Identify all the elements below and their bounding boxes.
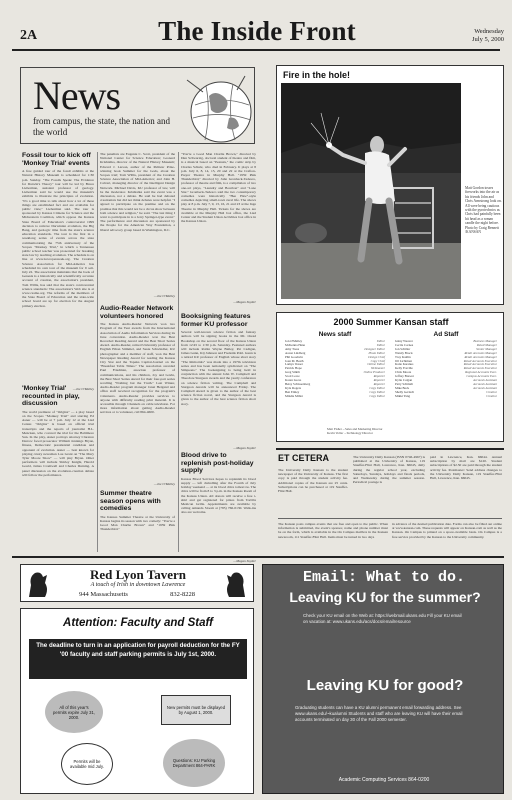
staff-role: Campus Accounts Exec. [466, 374, 497, 379]
staff-role: Accounts Assistant [473, 385, 497, 390]
parking-circle-text: Questions: KU Parking Department 864-PARK [172, 758, 216, 768]
staff-role: Retail Accounts Manager [464, 354, 497, 359]
article-blood [181, 452, 256, 563]
parking-circle [163, 739, 225, 787]
staff-name: Mikki Yang [395, 393, 411, 398]
staff-name: Jill Lichtmen [395, 358, 412, 363]
parking-rect [161, 695, 231, 725]
attention-ad [20, 608, 254, 794]
red-lyon-address: 944 Massachusetts [79, 591, 128, 598]
page-number: 2A [20, 28, 38, 43]
byline-fossil: —Joe O'Malley [72, 387, 94, 392]
etcetera-box [276, 448, 504, 552]
news-staff-list [285, 340, 385, 399]
body-blood: Kansas Blood Services hopes to replenish its blood supply — left dwindling after the Fourth of July holiday weekend — at its blood drive tomorrow. The drive will be from 8 to 3 p.m. in the Kansas Room of the Kansas Union. All donors will receive a free t-shirt and get registered for prizes from Tortilla Mexican Grille. Appointments are available by calling Amanda Sloom at (785) 766-0130. Walk-ins also are welcome. [181, 476, 256, 515]
parking-circle [61, 743, 113, 785]
staff-name: Aaron Lindberg [285, 350, 306, 355]
parking-circle-text: Permits will be available mid July. [70, 759, 104, 769]
headline-audio: Audio-Reader Network volunteers honored [100, 305, 174, 320]
staff-name: Jenny Weaver [395, 339, 413, 343]
staff-name: Betsy Schlosenberg [285, 381, 311, 386]
etcetera-rule [278, 518, 502, 519]
etcetera-col1: The University Daily Kansan is the student newspaper of the University of Kansas. The first copy is paid through the student activity fee. Additional copies of the Kansan are 25 cents. Subscriptions can be purchased at 119 Stauffer-Flint Hall. [278, 468, 348, 494]
news-subtitle: from campus, the state, the nation and the world [33, 116, 170, 137]
page-title: The Inside Front [158, 16, 356, 46]
article-summer [100, 490, 175, 571]
leaving-good-heading: Leaving KU for good? [306, 677, 464, 694]
adviser-line: Matt Fisher ...Sales and Marketing Director [327, 427, 383, 431]
email-ad-footer: Academic Computing Services 864-0200 [338, 777, 430, 783]
staff-role: Retail Accounts Executive [463, 358, 497, 363]
staff-role: Retail Accounts Manager [464, 350, 497, 355]
byline-blood: —Megan Snyder [233, 558, 256, 563]
staff-name: Katie Karanus [395, 362, 414, 367]
body-booksigning: Several well-known science fiction and fantasy authors will be signing books in the Mt. Oread Bookshop on the second floor of the Kansas Union from 12:45 to 1:30 p.m. Saturday. Featured authors will include Robin Wayne Bailey, Pat Cadigan, James Gunn, Kij Johnson and Frederik Pohl. Gunn is a retired KU professor of English whose short story "The Immortals" was made into a 1970s television series and has been nationally syndicated on "The Simpsons." The booksigning is being held in conjunction with the annual John W. Campbell and Theodore Sturgeon awards and the yearly conference on science fiction writing. The Campbell and Sturgeon Awards will be announced Friday. The Campbell Award is given to the author of the best science fiction novel, and the Sturgeon Award is given to the author of the best science fiction short story. [181, 330, 256, 406]
etcetera-lower1: The Kansan posts campus events that are free and open to the public. When information is submitted, the event's sponsor, name and phone number must be on the form, which is available in the On Campus mailbox in the Kansan newsroom, 111 Stauffer-Flint Hall. Items must be turned in two days [278, 522, 388, 539]
article-monkey [22, 385, 94, 574]
staff-role: Designer Editor [364, 346, 385, 351]
staff-name: Kelly Freville [395, 366, 413, 371]
staff-title: 2000 Summer Kansan staff [333, 317, 449, 327]
world-globe-illustration [181, 70, 255, 144]
staff-name: McKenna Hane [285, 342, 306, 347]
staff-name: Scott Lowe [285, 374, 300, 379]
staff-name: Joan M. Beath [285, 358, 304, 363]
red-lyon-ad [20, 564, 254, 602]
headline-monkey: 'Monkey Trial' recounted in play, discussion [22, 385, 80, 408]
staff-name: Chris Moore [395, 370, 412, 375]
staff-name: Greg Smith [285, 370, 300, 375]
body-summer: The Kansas Summer Theatre at the University of Kansas begins its season with two comedy: "You're a Good Man Charlie Brown" and "1959 Pink Thunderbird." [100, 514, 175, 532]
attention-title: Attention: Faculty and Staff [63, 617, 213, 629]
parking-circle [45, 691, 103, 733]
staff-name: Ben Emley [285, 389, 300, 394]
staff-role: Reporter [373, 381, 385, 386]
staff-name: Mindie Miller [285, 393, 303, 398]
staff-role: Reporter [373, 378, 385, 383]
etcetera-lower2: in advance of the desired publication date. Forms can also be filled out online at www.kansan.com. These requests will appear on Kansan.com as well as the Kansan. On Campus is printed on a space-available basis. On Campus is a free service provided by the Kansan to the University community. [392, 522, 502, 539]
staff-name: Amy Treas [285, 346, 300, 351]
ad-staff-heading: Ad Staff [433, 331, 459, 338]
staff-name: Jon Schiller [395, 346, 411, 351]
body-monkey: The world premiere of "Origins" — a play based on the Scopes "Monkey Trial" and starring Ed Asner — will be at 7 p.m. July 12 at the Lied Center. "Origins" is based on official trial transcripts and the reports of journalist H.L. Mencken, who covered the trial for the Baltimore Sun. In the play, Asner portrays attorney Clarence Darrow faced prosecutor William Jennings Bryan, fitness, Democratic presidential candidate and opponent of evolution. Asner — best known for playing crusty newsman Lou Grant on "The Mary Tyler Moore Show" — will play Bryan. Other performers will include Shirley Knight, Harold Gould, James Cromwell and Charles Durning. A panel discussion on the evolution-creation debate will follow the performance. [22, 409, 94, 477]
staff-role: Copy Editor [369, 393, 385, 398]
staff-name: Karen Lucas [285, 378, 302, 383]
attention-banner [29, 639, 247, 679]
news-title: News [33, 73, 121, 118]
staff-role: Webmaster [370, 366, 385, 371]
leaving-summer-heading: Leaving KU for the summer? [289, 589, 481, 605]
etcetera-title: ET CETERA [278, 453, 330, 463]
ad-staff-list [395, 340, 497, 399]
masthead-rule [12, 49, 500, 51]
article-summer-continued [181, 152, 256, 304]
red-lyon-name: Red Lyon Tavern [89, 567, 187, 582]
staff-name: Troy Kaitlin [395, 354, 411, 359]
body-fossil: A free guided tour of the fossil exhibits at the Natural History Museum is scheduled for 1:30 p.m. Sunday. "The Fossils Speak: The Evidence for Darwin's Theory" tour will be led by Bruce Lieberman, assistant professor of geology. Lieberman said he would use the museum's exhibits to illustrate the principles of evolution. "It's a good time to talk about how a lot of these things are established fact and are available for public view," Lieberman said. The tour is sponsored by Kansas Citizens for Science and the Midwestern Coalition, which oppose the Kansas State Board of Education's controversial 1999 decision to remove Darwinian evolution, the Big Bang, and geologic time from the state's science education standards. The tour is the first in a weeklong series of events across the state commemorating the 75th anniversary of the Scopes "Monkey Trial," in which a Tennessee public school teacher was prosecuted for breaking state law by teaching evolution. The schedule is on line at www.kcscopesweek.org. The Creation Science Association for Mid-America has scheduled its own tour of the museum for 9 a.m. July 22. The association maintains that the book of Genesis is a historically and scientifically accurate account of creation, the association's president, Tom Willis, has said that the state's controversial science standards: The association's Web site is at www.csama.org. The reforms of the members of the State Board of Education and the state-wide school board are up for election for the August primary election. [22, 169, 94, 308]
staff-role: Accounts Assistant [473, 381, 497, 386]
staff-role: Photo Editor [368, 350, 385, 355]
staff-role: Online Editor [367, 362, 385, 367]
byline-summer: —Megan Snyder [233, 300, 256, 304]
staff-box [276, 312, 504, 442]
staff-name: Jon O'Malley [285, 339, 303, 343]
staff-role: Online Producer [363, 370, 385, 375]
parking-rect-text: New permits must be displayed by August 1, 2000. [166, 705, 226, 715]
email-ad-text1: Check your KU email on the Web at: https://webmail.ukans.edu Fill your KU email on vacation at: www.ukans.edu/acs/docs/emailresource [303, 613, 462, 624]
staff-name: Mike Beck [395, 385, 410, 390]
article-booksigning [181, 313, 256, 450]
news-staff-heading: News staff [318, 331, 352, 338]
staff-name: Kylie Colgan [395, 378, 413, 383]
staff-name: Patrick Hope [285, 366, 302, 371]
staff-role: Senior Manager [476, 346, 497, 351]
staff-role: Accounts Assistant [473, 378, 497, 383]
staff-name: Kyle Rogers [285, 385, 302, 390]
byline-monkey-continued: —Joe O'Malley [153, 294, 175, 298]
red-lyon-phone: 832-8228 [170, 591, 195, 598]
etcetera-col3: paid in Lawrence, Kan. 66044. Annual subscription by mail are $120. Student subscriptions of $2.50 are paid through the student activity fee. Postmaster: Send address changes to the University Daily Kansan, 119 Stauffer-Flint Hall, Lawrence, Kan. 66045. [430, 455, 502, 481]
staff-name: Lamya Vesser [285, 362, 303, 367]
body-monkey-continued: The panelists are Eugenie C. Scott, president of the National Center for Science Education; Leonard Krishtalka, director of the Natural History Museum; Edward J. Larson, author of the Pulitzer Prize-winning book Summer for the Gods, about the Scopes trial; Tom Willis, president of the Creation Science Association of Mid-America; and John H. Calvert, managing director of the Intelligent Design Network. Michael Davis, KU professor of law, will be the moderator. Krishtalka said the event was a discussion, not a debate. He said he had debated creationists but did not think debates were helpful. "I agreed to participate on the premise and on the promise that this would not be a circus show between both science and religion," he said. "The last thing I want to participate in is a Jerry Springer-type event." The performance and discussion are sponsored by the People for the American Way Foundation, a liberal advocacy group based in Washington, D.C. [100, 152, 175, 232]
article-audio [100, 305, 175, 486]
staff-role: Retail Accounts Executive [463, 362, 497, 367]
staff-role: Retail Manager [476, 342, 497, 347]
photo-caption: Matt Gordon tosses fireworks into the air as his friends John and Chris Armstrong look on. All were being cautious with the pyrotechnics as Chris had painfully been hit head as a roman candle the night before. Photo by Craig Bennett /KANSAN [465, 186, 502, 235]
masthead [6, 8, 506, 48]
email-ad-title: Email: What to do. [302, 569, 466, 586]
red-lyon-tagline: A touch of Irish in downtown Lawrence [90, 582, 186, 588]
email-ad-text2: Graduating students can have a KU alumni permanent email forwarding address. See www.ukans.edu/~kualumni Students and staff who are leaving KU will have their email accounts terminated on day 30 of the Fall 2000 semester. [295, 705, 463, 722]
byline-booksigning: —Megan Snyder [233, 446, 256, 451]
body-audio: The Kansas Audio-Reader Network won two Program of the Year awards from the International Association of Audio Information Services during its June convention. Audio-Reader won the Best Recorded Reading Award and the Best Short Series Award. Audio-Reader, retired University professor of English Ethan Stimmel, and Susie Schwindler, KU photographer and a member of staff, won the Best Newspaper Reading Award for reading the Kansas City Star and the Topeka Capital-Journal on the "Breakfast Table Times." The association awarded Paul Friedman, associate professor of communications, and his children, Joy and Gavin, the Best Short Series Award for their four-part series recalling "Nothing but the Truth." Last Winter, Audio-Reader program manager Janet Heigand and office staff received recognition for the program's volunteers. Audio-Reader provides services to anyone with difficulty reading print material. It is accessible through Channels on cable television. For more information about getting Audio-Reader services or to volunteer, call 864-4600. [100, 322, 175, 415]
article-monkey-continued [100, 152, 175, 298]
staff-role: Copy Editor [369, 389, 385, 394]
issue-date: July 5, 2000 [472, 36, 504, 43]
staff-role: Business Manager [473, 339, 497, 343]
staff-advisers [327, 427, 487, 435]
body-summer-continued: "You're a Good Man Charlie Brown," directed by Dun Schwarzig, doctoral student of theatre and film, is a musical based on "Peanuts," the comic strip by Charles Schulz, who died in February. It plays at 8 p.m. July 6, 8, 14, 15, 20 and 22 at the Crafton-Preyer Theatre in Murphy Hall. "1959 Pink Thunderbird," directed by John Gronbeck-Tedesco, professor of theatre and film, is a compilation of two one-act plays, "Laundry and Bourbon" and "Lone Star." Gronbeck-Tedesco said the two contemporary comedies were historically "Hee Haw"-style comedies depicting small-town rural life. The shows play at 8 p.m. July 7, 9, 13, 16, 21 and 23 at the Inge Theatre in Murphy Hall. Tickets for the shows are available at the Murphy Hall box office, the Lied Center and the Student Union Activities box office in the Kansas Union. [181, 152, 256, 224]
staff-role: Copy Editor [369, 385, 385, 390]
staff-row [285, 395, 385, 399]
staff-role: Reporter [373, 374, 385, 379]
staff-role: Regional Accounts Exec. [465, 370, 497, 375]
photo-section [276, 65, 504, 305]
staff-name: Wendy Brock [395, 350, 413, 355]
attention-banner-text: The deadline to turn in an application for payroll deduction for the FY '00 faculty and staff parking permits is July 1st, 2000. [36, 642, 240, 658]
staff-role: Retail Accounts Executive [463, 366, 497, 371]
headline-fossil: Fossil tour to kick off 'Monkey Trial' events [22, 152, 91, 167]
staff-row [395, 395, 497, 399]
headline-booksigning: Booksigning features former KU professor [181, 313, 251, 328]
headline-summer: Summer theatre season opens with comedies [100, 490, 161, 513]
staff-role: Creative [486, 393, 497, 398]
staff-name: Phil Goodwin [285, 354, 303, 359]
staff-role: Design Chief [368, 354, 385, 359]
section-rule [12, 556, 504, 558]
headline-blood: Blood drive to replenish post-holiday supply [181, 452, 254, 475]
staff-role: Editor [376, 342, 385, 347]
email-ad [262, 564, 504, 794]
staff-role: Editor [376, 339, 385, 343]
column-divider [178, 152, 179, 552]
staff-name: Patty Schmidt [395, 381, 413, 386]
issue-day: Wednesday [474, 28, 504, 35]
news-header [20, 67, 255, 144]
staff-role: Copy Chief [370, 358, 385, 363]
column-divider [97, 152, 98, 552]
fireworks-photo [281, 83, 461, 299]
staff-name: Jeffrey Brewer [395, 374, 414, 379]
staff-role: Creative [486, 389, 497, 394]
parking-circle-text: All of this year's permits expire July 31, 2000. [53, 704, 95, 720]
adviser-line: Kevin Voller ...Technology Director [327, 431, 373, 435]
photo-header: Fire in the hole! [283, 70, 351, 80]
staff-name: Shelly Gerlach [395, 389, 415, 394]
article-fossil [22, 152, 94, 391]
byline-audio: —Joe O'Malley [153, 482, 175, 487]
staff-name: Cecile Cornea [395, 342, 414, 347]
etcetera-col2: The University Daily Kansan (ISSN 0746-4967) is published at the University of Kansas, 119 Stauffer-Flint Hall, Lawrence, Kan. 66045, daily during the regular school year, excluding Saturdays, Sundays, holidays and finals periods, and Wednesday during the summer session. Periodical postage is [353, 455, 425, 485]
